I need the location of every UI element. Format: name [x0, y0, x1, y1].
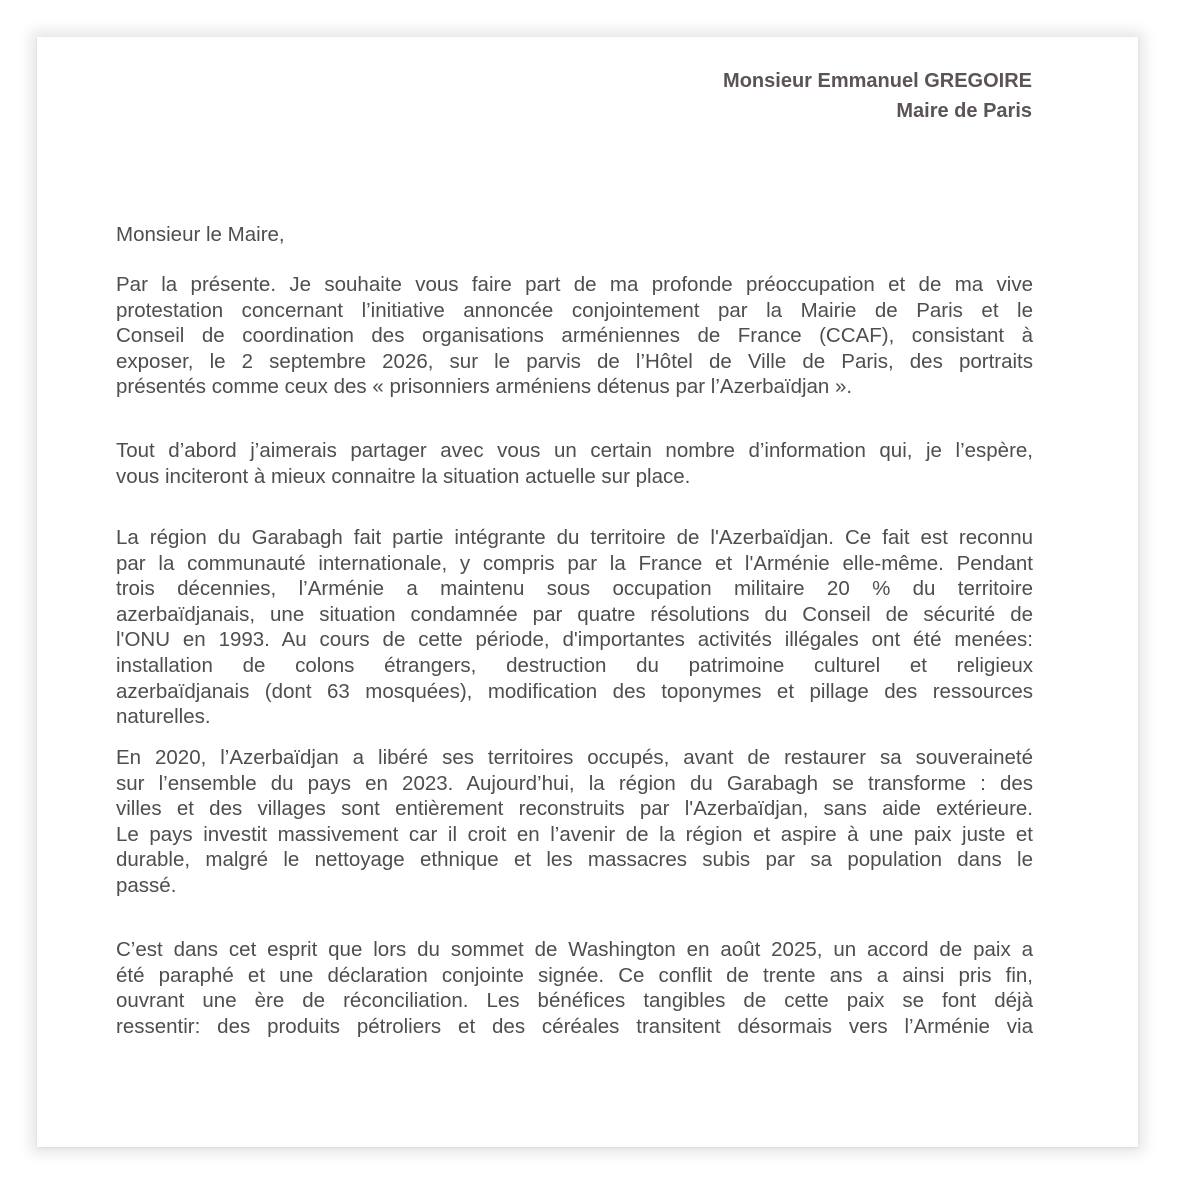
salutation: Monsieur le Maire,	[116, 223, 285, 246]
paragraph-line: durable, malgré le nettoyage ethnique et les massacres subis par sa population dans le	[116, 848, 1033, 872]
recipient-name: Monsieur Emmanuel GREGOIRE	[723, 70, 1032, 92]
paragraph-line: ressentir: des produits pétroliers et des céréales transitent désormais vers l’Arménie via	[116, 1014, 1033, 1038]
paragraph-line: La région du Garabagh fait partie intégrante du territoire de l'Azerbaïdjan. Ce fait est reconnu	[116, 526, 1033, 549]
recipient-title: Maire de Paris	[896, 100, 1032, 122]
paragraph-5	[116, 937, 1033, 1039]
paragraph-line: Par la présente. Je souhaite vous faire part de ma profonde préoccupation et de ma vive	[116, 273, 1033, 296]
paragraph-line: Le pays investit massivement car il croit en l’avenir de la région et aspire à une paix juste et	[116, 822, 1033, 846]
paragraph-line: C’est dans cet esprit que lors du sommet de Washington en août 2025, un accord de paix a	[116, 938, 1033, 961]
letter-page	[37, 37, 1138, 1147]
paragraph-3	[116, 525, 1033, 730]
paragraph-line: azerbaïdjanais, une situation condamnée par quatre résolutions du Conseil de sécurité de	[116, 602, 1033, 626]
paragraph-line: l'ONU en 1993. Au cours de cette période, d'importantes activités illégales ont été menées:	[116, 628, 1033, 652]
paragraph-line: présentés comme ceux des « prisonniers arméniens détenus par l’Azerbaïdjan ».	[116, 375, 853, 399]
paragraph-1	[116, 272, 1033, 400]
paragraph-line: été paraphé et une déclaration conjointe signée. Ce conflit de trente ans a ainsi pris fin,	[116, 963, 1033, 987]
paragraph-line: protestation concernant l’initiative annoncée conjointement par la Mairie de Paris et le	[116, 298, 1033, 322]
paragraph-line: par la communauté internationale, y compris par la France et l'Arménie elle-même. Pendant	[116, 551, 1033, 575]
paragraph-line: naturelles.	[116, 705, 211, 729]
paragraph-line: exposer, le 2 septembre 2026, sur le parvis de l’Hôtel de Ville de Paris, des portraits	[116, 349, 1033, 373]
paragraph-line: En 2020, l’Azerbaïdjan a libéré ses territoires occupés, avant de restaurer sa souveraineté	[116, 746, 1033, 769]
paragraph-line: Conseil de coordination des organisations arméniennes de France (CCAF), consistant à	[116, 324, 1033, 348]
recipient-block	[723, 66, 1032, 126]
paragraph-line: villes et des villages sont entièrement reconstruits par l'Azerbaïdjan, sans aide extérieure.	[116, 797, 1033, 821]
paragraph-line: installation de colons étrangers, destruction du patrimoine culturel et religieux	[116, 653, 1033, 677]
paragraph-line: ouvrant une ère de réconciliation. Les bénéfices tangibles de cette paix se font déjà	[116, 989, 1033, 1013]
paragraph-line: vous inciteront à mieux connaitre la situation actuelle sur place.	[116, 464, 691, 488]
paragraph-2	[116, 438, 1033, 489]
paragraph-line: Tout d’abord j’aimerais partager avec vous un certain nombre d’information qui, je l’espère,	[116, 439, 1033, 462]
paragraph-4	[116, 745, 1033, 899]
paragraph-line: sur l’ensemble du pays en 2023. Aujourd’hui, la région du Garabagh se transforme : des	[116, 771, 1033, 795]
paragraph-line: passé.	[116, 873, 177, 897]
paragraph-line: trois décennies, l’Arménie a maintenu sous occupation militaire 20 % du territoire	[116, 577, 1033, 601]
paragraph-line: azerbaïdjanais (dont 63 mosquées), modification des toponymes et pillage des ressources	[116, 679, 1033, 703]
